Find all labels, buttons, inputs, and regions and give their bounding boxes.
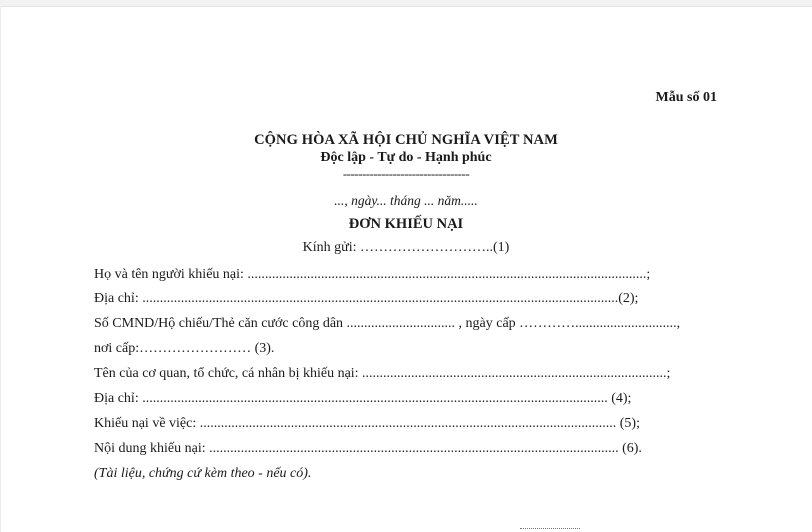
field-respondent-address: Địa chỉ: ..................................................................................................................................... (4); [94,391,632,406]
field-complainant-name: Họ và tên người khiếu nại: ..................................................................................................................; [94,267,651,282]
header-separator: --------------------------------- [342,166,470,181]
document-title: ĐƠN KHIẾU NẠI [348,216,464,232]
field-id-number: Số CMND/Hộ chiếu/Thẻ căn cước công dân ............................... , ngày cấp …………............................., [94,316,681,331]
field-complaint-content: Nội dung khiếu nại: ..................................................................................................................... (6). [94,441,642,456]
national-motto: Độc lập - Tự do - Hạnh phúc [320,150,492,165]
national-title: CỘNG HÒA XÃ HỘI CHỦ NGHĨA VIỆT NAM [254,132,558,148]
field-respondent-name: Tên của cơ quan, tổ chức, cá nhân bị khiếu nại: .......................................................................................; [94,366,671,381]
attachments-note: (Tài liệu, chứng cứ kèm theo - nếu có). [94,466,312,481]
field-complaint-subject: Khiếu nại về việc: ....................................................................................................................... (5); [94,416,640,431]
date-line: ..., ngày... tháng ... năm..... [334,193,478,208]
form-number: Mẫu số 01 [655,90,717,105]
field-complainant-address: Địa chỉ: ........................................................................................................................................(2); [94,291,639,306]
recipient-line: Kính gửi: ………………………..(1) [302,240,510,255]
field-id-place: nơi cấp:…………………… (3). [94,341,275,356]
cut-off-text [520,522,580,532]
